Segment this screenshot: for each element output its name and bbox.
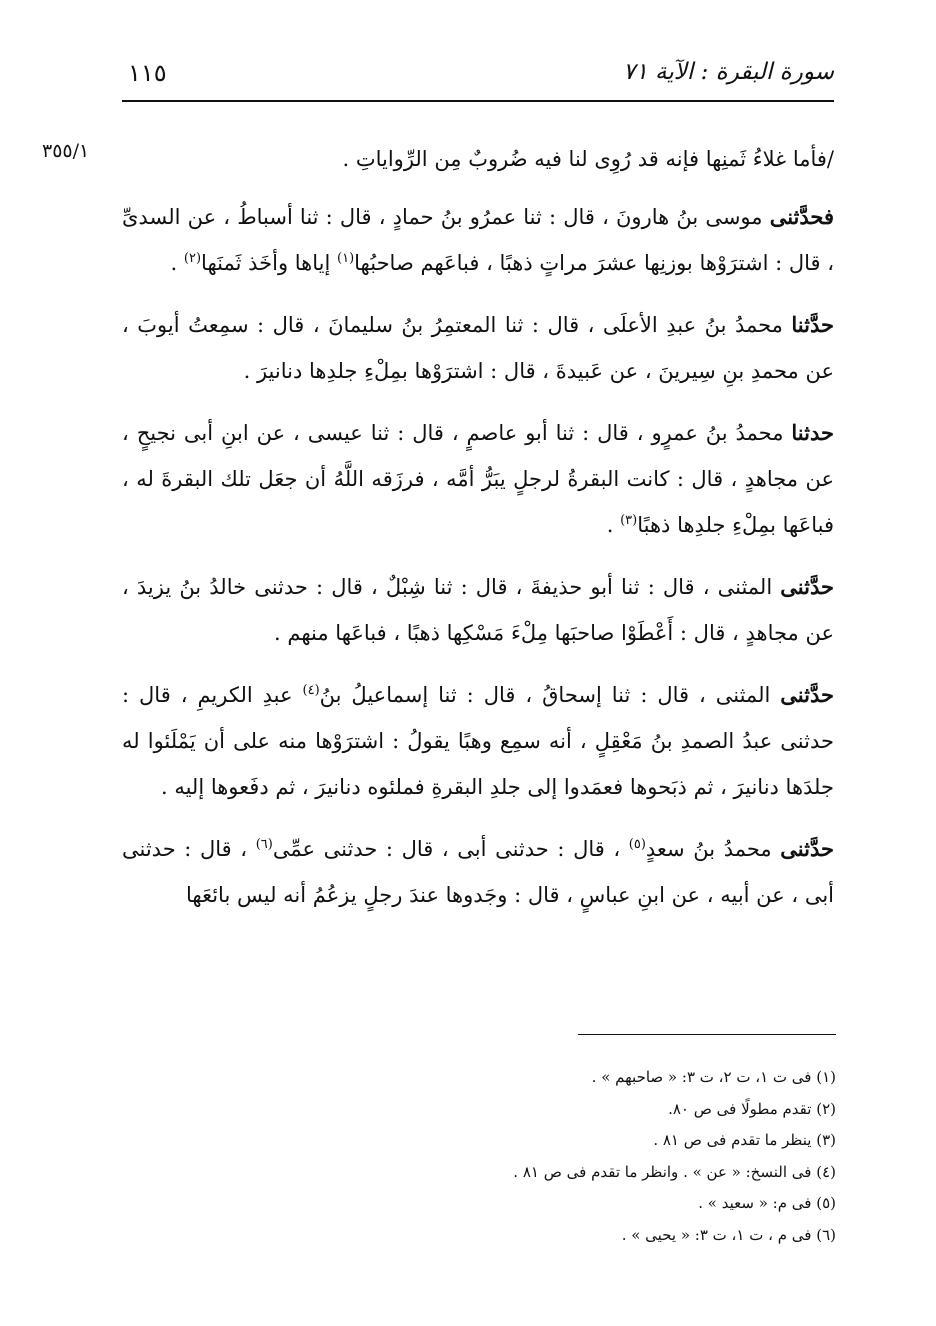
footnote-ref: (٦)	[255, 837, 273, 852]
footnote-6: (٦) فى م ، ت ١، ت ٣: « يحيى » .	[621, 1225, 836, 1244]
footnotes	[300, 1062, 836, 1251]
paragraph-6	[122, 672, 834, 810]
paragraph-1	[122, 136, 834, 182]
footnote-ref: (٣)	[620, 513, 638, 528]
paragraph-text: .	[606, 513, 621, 537]
paragraph-lead: حدَّثنى	[780, 836, 834, 861]
footnote-ref: (٥)	[628, 837, 646, 852]
running-header	[122, 55, 834, 97]
paragraph-text: /فأما غلاءُ ثَمنِها فإنه قد رُوِى لنا فيه ضُروبٌ مِن الرِّواياتِ .	[342, 147, 834, 171]
paragraph-text: ، قال : حدثنى أبى ، قال : حدثنى عمِّى	[272, 837, 629, 861]
paragraph-text: المثنى ، قال : ثنا إسحاقُ ، قال : ثنا إسماعيلُ بنُ	[319, 683, 781, 707]
footnote-1: (١) فى ت ١، ت ٢، ت ٣: « صاحبهم » .	[591, 1068, 836, 1086]
paragraph-7	[122, 826, 834, 918]
footnote-rule	[578, 1034, 836, 1035]
footnote-ref: (١)	[337, 251, 355, 266]
paragraph-text: عبدِ الكريمِ ، قال : حدثنى عبدُ الصمدِ بنُ مَعْقِلٍ ، أنه سمِع وهبًا يقولُ : اشترَوْها منه على أن يَمْلَئوا له جلدَها دنانيرَ ، ثم ذبَحوها فعمَدوا إلى جلدِ البقرةِ فملئوه دنانيرَ ، ثم دفَعوها إليه .	[122, 683, 834, 799]
paragraph-text: محمدُ بنُ سعدٍ	[645, 837, 781, 861]
paragraph-5	[122, 564, 834, 656]
header-rule	[122, 100, 834, 102]
paragraph-lead: حدَّثنى	[780, 682, 834, 707]
paragraph-lead: حدَّثنا	[791, 312, 834, 337]
paragraph-text: .	[170, 251, 184, 275]
paragraph-lead: حدثنا	[791, 420, 834, 445]
paragraph-text: إياها وأخَذ ثَمنَها	[201, 251, 338, 275]
paragraph-text: المثنى ، قال : ثنا أبو حذيفةَ ، قال : ثنا شِبْلٌ ، قال : حدثنى خالدُ بنُ يزيدَ ، عن مجاهدٍ ، قال : أَعْطَوْا صاحبَها مِلْءَ مَسْكِها ذهبًا ، فباعَها منهم .	[122, 575, 834, 645]
footnote-ref: (٢)	[183, 251, 202, 266]
paragraph-lead: فحدَّثنى	[769, 204, 834, 229]
paragraph-text: ، قال : حدثنى أبى ، عن أبيه ، عن ابنِ عباسٍ ، قال : وجَدوها عندَ رجلٍ يزعُمُ أنه ليس بائعَها	[122, 837, 834, 907]
paragraph-4	[122, 410, 834, 548]
page-number: ١١٥	[128, 59, 167, 87]
paragraph-text: محمدُ بنُ عمرٍو ، قال : ثنا أبو عاصمٍ ، قال : ثنا عيسى ، عن ابنِ أبى نجيحٍ ، عن مجاهدٍ ، قال : كانت البقرةُ لرجلٍ يبَرُّ أمَّه ، فرزَقه اللَّهُ أن جعَل تلك البقرةَ له ، فباعَها بمِلْءِ جلدِها ذهبًا	[122, 421, 834, 537]
body-text	[122, 136, 834, 934]
footnote-5: (٥) فى م: « سعيد » .	[698, 1194, 836, 1212]
paragraph-lead: حدَّثنى	[780, 574, 834, 599]
paragraph-text: موسى بنُ هارونَ ، قال : ثنا عمرُو بنُ حمادٍ ، قال : ثنا أسباطُ ، عن السدىِّ ، قال : اشترَوْها بوزنِها عشرَ مراتٍ ذهبًا ، فباعَهم صاحبُها	[122, 205, 834, 275]
margin-reference: ٣٥٥/١	[42, 140, 90, 162]
running-title: سورة البقرة : الآية ٧١	[623, 59, 834, 85]
footnote-ref: (٤)	[302, 683, 320, 698]
footnote-3: (٣) ينظر ما تقدم فى ص ٨١ .	[653, 1131, 836, 1149]
paragraph-text: محمدُ بنُ عبدِ الأعلَى ، قال : ثنا المعتمِرُ بنُ سليمانَ ، قال : سمِعتُ أيوبَ ، عن محمدِ بنِ سِيرينَ ، عن عَبيدةَ ، قال : اشترَوْها بمِلْءِ جلدِها دنانيرَ .	[122, 313, 834, 383]
paragraph-2	[122, 194, 834, 286]
footnote-2: (٢) تقدم مطولًا فى ص ٨٠.	[668, 1099, 836, 1118]
paragraph-3	[122, 302, 834, 394]
footnote-4: (٤) فى النسخ: « عن » . وانظر ما تقدم فى ص ٨١ .	[513, 1162, 836, 1181]
